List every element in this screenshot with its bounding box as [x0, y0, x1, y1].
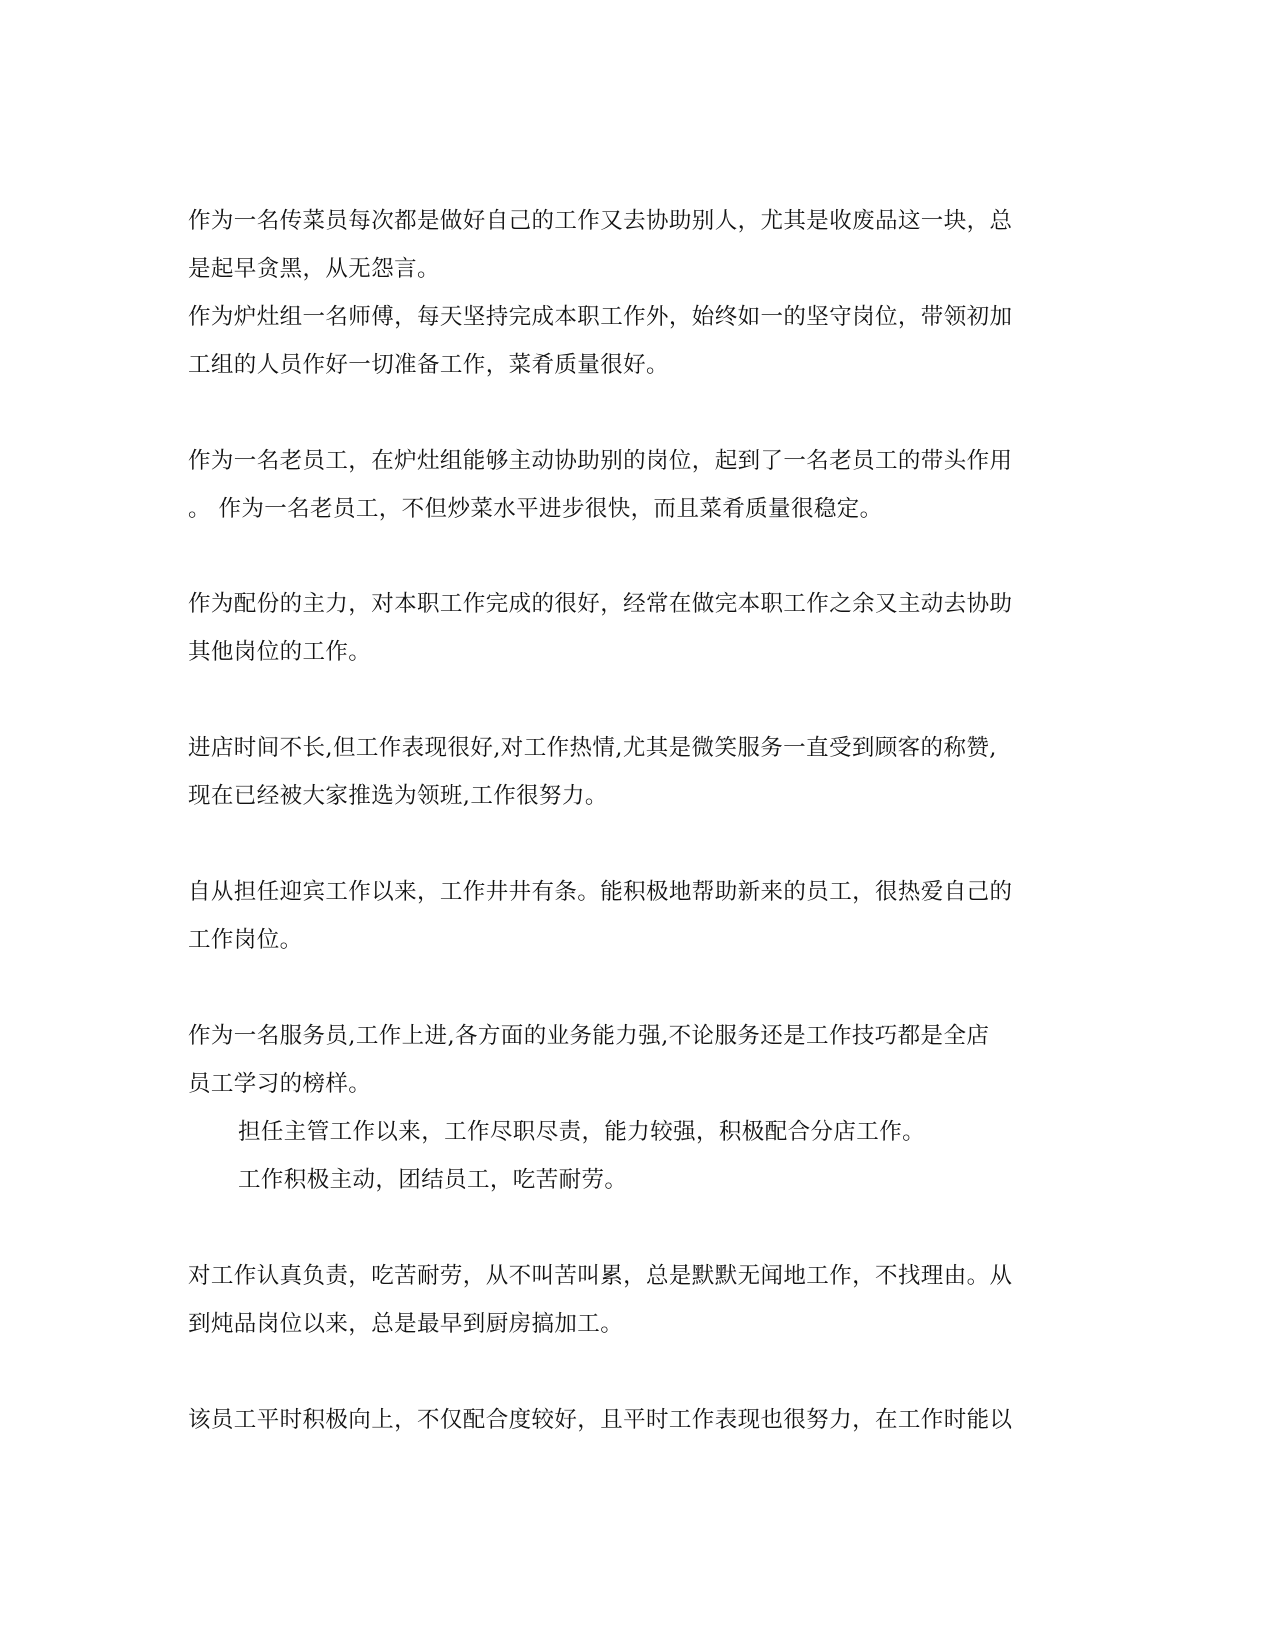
text-line: 。 作为一名老员工，不但炒菜水平进步很快，而且菜肴质量很稳定。: [188, 496, 883, 522]
text-line: 工作岗位。: [188, 927, 303, 953]
text-line: 该员工平时积极向上，不仅配合度较好，且平时工作表现也很努力，在工作时能以: [188, 1407, 1013, 1433]
text-line: 员工学习的榜样。: [188, 1071, 372, 1097]
text-line: 作为一名服务员,工作上进,各方面的业务能力强,不论服务还是工作技巧都是全店: [188, 1023, 990, 1049]
text-line: 工组的人员作好一切准备工作，菜肴质量很好。: [188, 352, 669, 378]
text-line: 是起早贪黑，从无怨言。: [188, 256, 440, 282]
text-line: 到炖品岗位以来，总是最早到厨房搞加工。: [188, 1311, 624, 1337]
text-line: 对工作认真负责，吃苦耐劳，从不叫苦叫累，总是默默无闻地工作，不找理由。从: [188, 1263, 1013, 1289]
text-line: 担任主管工作以来，工作尽职尽责，能力较强，积极配合分店工作。: [238, 1119, 926, 1145]
text-line: 作为一名传菜员每次都是做好自己的工作又去协助别人，尤其是收废品这一块，总: [188, 208, 1013, 234]
text-line: 现在已经被大家推选为领班,工作很努力。: [188, 783, 608, 809]
text-line: 作为配份的主力，对本职工作完成的很好，经常在做完本职工作之余又主动去协助: [188, 591, 1013, 617]
text-line: 作为炉灶组一名师傅，每天坚持完成本职工作外，始终如一的坚守岗位，带领初加: [188, 304, 1013, 330]
text-line: 自从担任迎宾工作以来，工作井井有条。能积极地帮助新来的员工，很热爱自己的: [188, 879, 1013, 905]
text-line: 作为一名老员工，在炉灶组能够主动协助别的岗位，起到了一名老员工的带头作用: [188, 448, 1013, 474]
text-line: 其他岗位的工作。: [188, 639, 372, 665]
text-line: 进店时间不长,但工作表现很好,对工作热情,尤其是微笑服务一直受到顾客的称赞,: [188, 735, 997, 761]
text-line: 工作积极主动，团结员工，吃苦耐劳。: [238, 1167, 628, 1193]
